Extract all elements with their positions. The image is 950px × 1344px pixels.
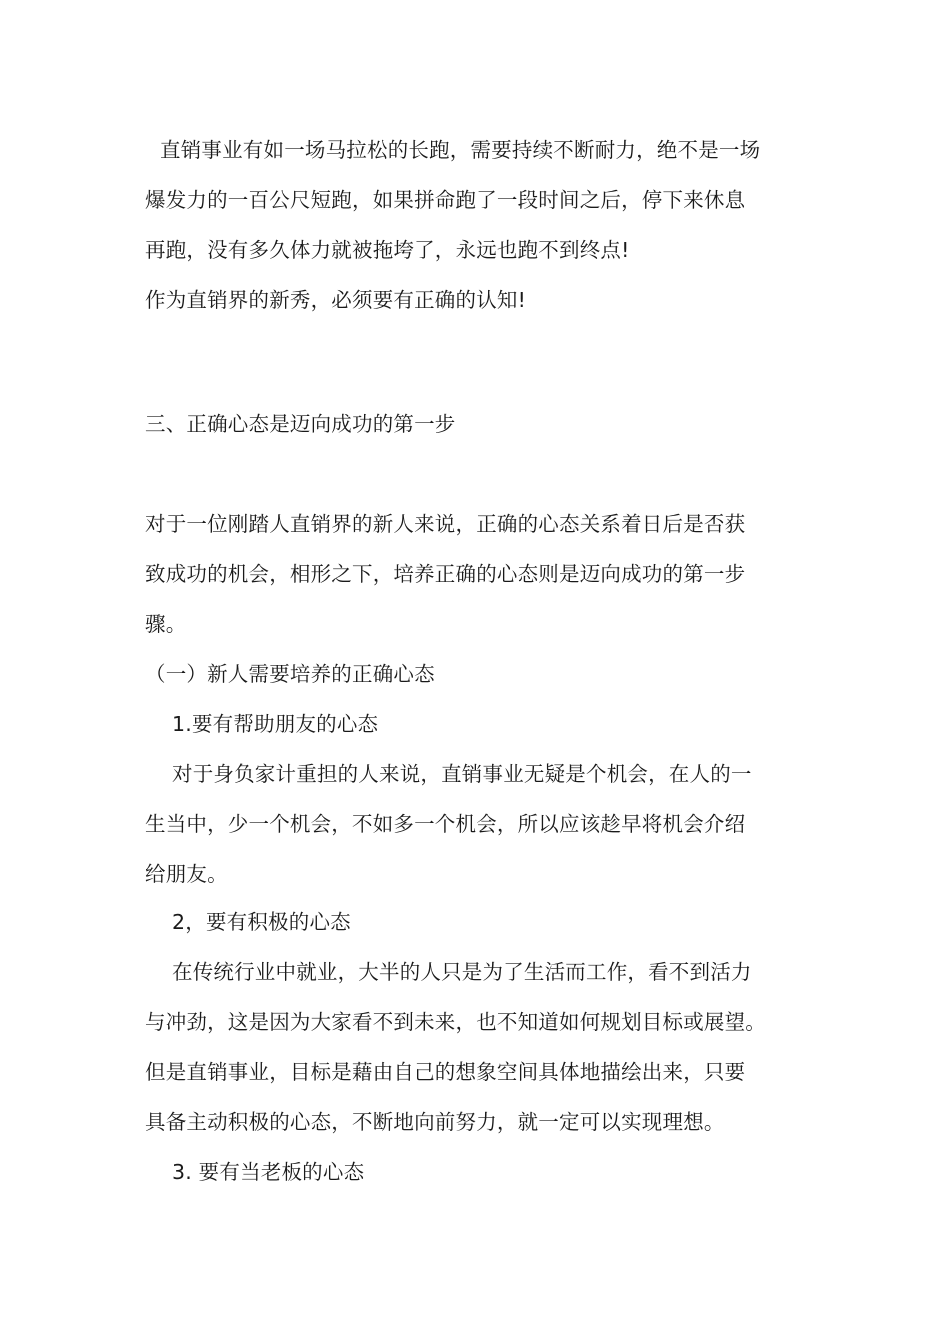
item2-line-4: 具备主动积极的心态，不断地向前努力，就一定可以实现理想。	[145, 1110, 725, 1134]
intro-line-4: 作为直销界的新秀，必须要有正确的认知!	[145, 288, 527, 312]
item1-title: 1.要有帮助朋友的心态	[172, 712, 379, 736]
section-para-line-2: 致成功的机会，相形之下，培养正确的心态则是迈向成功的第一步	[145, 562, 746, 586]
section-para-line-1: 对于一位刚踏人直销界的新人来说，正确的心态关系着日后是否获	[145, 512, 746, 536]
item1-line-1: 对于身负家计重担的人来说，直销事业无疑是个机会，在人的一	[172, 762, 752, 786]
item2-line-1: 在传统行业中就业，大半的人只是为了生活而工作，看不到活力	[172, 960, 752, 984]
section-para-line-3: 骤。	[145, 612, 187, 636]
item1-line-2: 生当中，少一个机会，不如多一个机会，所以应该趁早将机会介绍	[145, 812, 746, 836]
intro-line-1: 直销事业有如一场马拉松的长跑，需要持续不断耐力，绝不是一场	[160, 138, 761, 162]
item2-title: 2，要有积极的心态	[172, 910, 351, 934]
section-heading: 三、正确心态是迈向成功的第一步	[145, 412, 456, 436]
item2-line-2: 与冲劲，这是因为大家看不到未来，也不知道如何规划目标或展望。	[145, 1010, 766, 1034]
intro-line-2: 爆发力的一百公尺短跑，如果拼命跑了一段时间之后，停下来休息	[145, 188, 746, 212]
item1-line-3: 给朋友。	[145, 862, 228, 886]
intro-line-3: 再跑，没有多久体力就被拖垮了，永远也跑不到终点!	[145, 238, 630, 262]
subheading: （一）新人需要培养的正确心态	[145, 662, 435, 686]
item2-line-3: 但是直销事业，目标是藉由自己的想象空间具体地描绘出来，只要	[145, 1060, 746, 1084]
item3-title: 3. 要有当老板的心态	[172, 1160, 365, 1184]
